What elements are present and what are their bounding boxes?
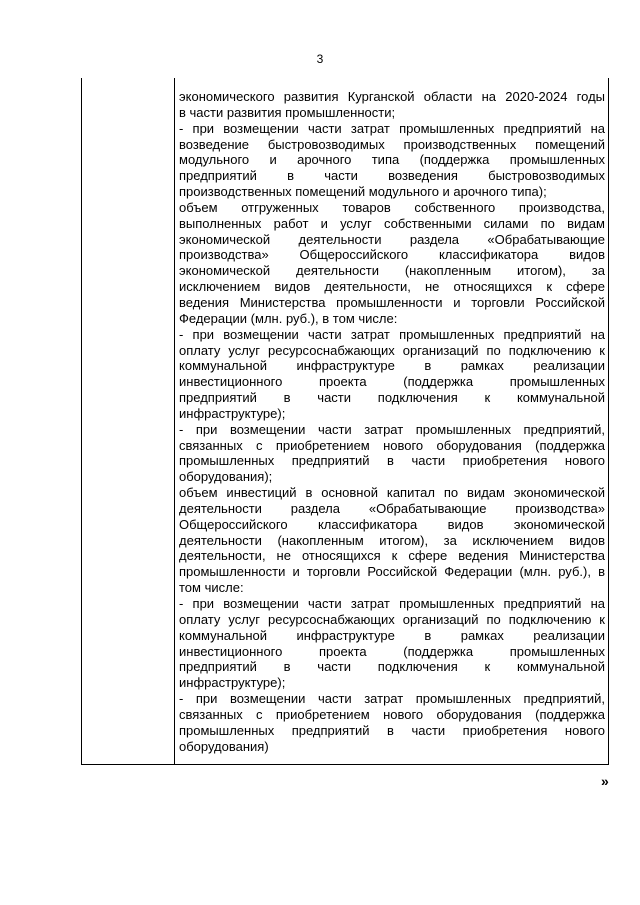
text-line: оплату услуг ресурсоснабжающих организаций по подключению к — [179, 342, 605, 358]
text-line: объем инвестиций в основной капитал по видам экономической — [179, 485, 605, 501]
text-line: инфраструктуре); — [179, 405, 286, 421]
text-line: том числе: — [179, 580, 244, 596]
text-line: промышленных предприятий в части приобретения нового — [179, 453, 605, 469]
text-line: - при возмещении части затрат промышленных предприятий, — [179, 691, 605, 707]
text-line: предприятий в части подключения к коммунальной — [179, 390, 605, 406]
text-line: предприятий в части возведения быстровозводимых — [179, 168, 605, 184]
text-line: коммунальной инфраструктуре в рамках реализации — [179, 627, 605, 643]
text-line: деятельности (накопленным итогом), за исключением видов — [179, 532, 605, 548]
text-line: связанных с приобретением нового оборудования (поддержка — [179, 706, 605, 722]
text-line: производства» Общероссийского классификатора видов — [179, 247, 605, 263]
text-line: модульного и арочного типа (поддержка промышленных — [179, 152, 605, 168]
text-line: инфраструктуре); — [179, 675, 286, 691]
text-line: выполненных работ и услуг собственными силами по видам — [179, 215, 605, 231]
document-table — [81, 78, 609, 765]
text-line: коммунальной инфраструктуре в рамках реализации — [179, 358, 605, 374]
table-left-cell — [82, 78, 174, 764]
column-divider — [174, 78, 175, 764]
text-line: деятельности, не относящихся к сфере ведения Министерства — [179, 548, 605, 564]
text-line: экономического развития Курганской области на 2020-2024 годы — [179, 89, 605, 104]
text-line: экономической деятельности (накопленным итогом), за — [179, 263, 605, 279]
text-line: оплату услуг ресурсоснабжающих организаций по подключению к — [179, 611, 605, 627]
text-line: исключением видов деятельности, не относящихся к сфере — [179, 279, 605, 295]
closing-quote-mark: » — [601, 773, 609, 789]
table-right-cell — [179, 89, 605, 754]
text-line: промышленности и торговли Российской Федерации (млн. руб.), в — [179, 564, 605, 580]
text-line: экономической деятельности раздела «Обрабатывающие — [179, 231, 605, 247]
text-line: предприятий в части подключения к коммунальной — [179, 659, 605, 675]
text-line: оборудования); — [179, 469, 273, 485]
text-line: инвестиционного проекта (поддержка промышленных — [179, 374, 605, 390]
text-line: промышленных предприятий в части приобретения нового — [179, 722, 605, 738]
text-line: объем отгруженных товаров собственного производства, — [179, 199, 605, 215]
text-line: возведение быстровозводимых производственных помещений — [179, 136, 605, 152]
page-number: 3 — [316, 52, 324, 66]
text-line: деятельности раздела «Обрабатывающие производства» — [179, 500, 605, 516]
text-line: оборудования) — [179, 738, 269, 754]
text-line: производственных помещений модульного и арочного типа); — [179, 184, 547, 200]
text-line: - при возмещении части затрат промышленных предприятий, — [179, 421, 605, 437]
text-line: - при возмещении части затрат промышленных предприятий на — [179, 326, 605, 342]
text-line: Федерации (млн. руб.), в том числе: — [179, 310, 398, 326]
text-line: - при возмещении части затрат промышленных предприятий на — [179, 120, 605, 136]
text-line: ведения Министерства промышленности и торговли Российской — [179, 294, 605, 310]
text-line: связанных с приобретением нового оборудования (поддержка — [179, 437, 605, 453]
text-line: - при возмещении части затрат промышленных предприятий на — [179, 596, 605, 611]
text-line: в части развития промышленности; — [179, 104, 396, 120]
text-line: инвестиционного проекта (поддержка промышленных — [179, 643, 605, 659]
text-line: Общероссийского классификатора видов экономической — [179, 516, 605, 532]
